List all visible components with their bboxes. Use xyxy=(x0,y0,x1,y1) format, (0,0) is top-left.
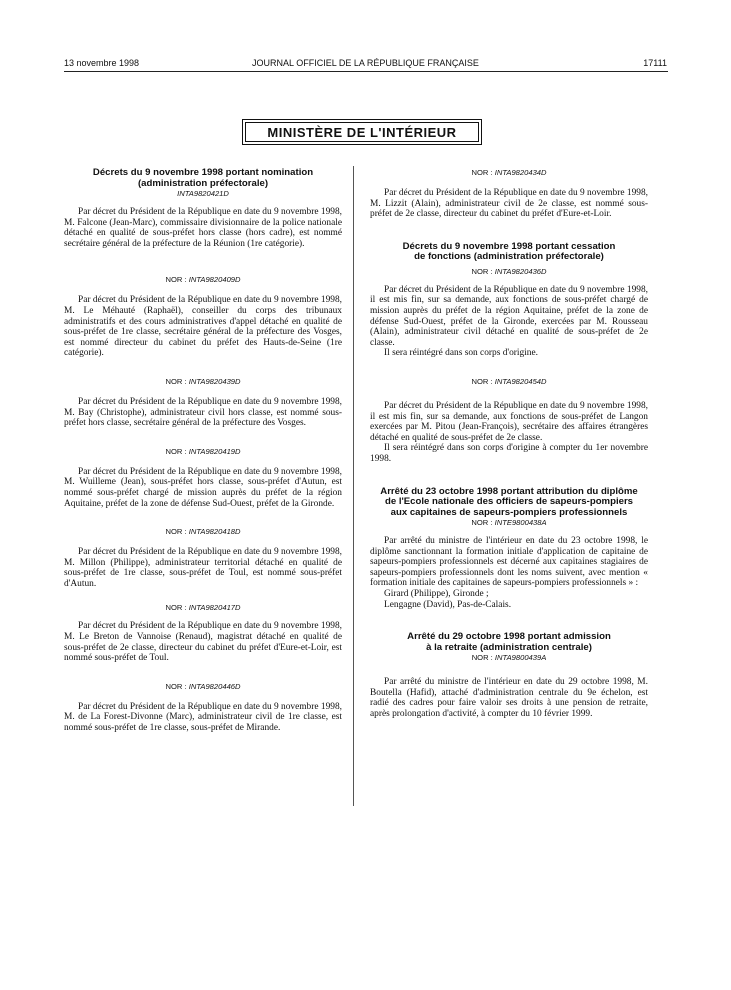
right-column xyxy=(370,168,648,720)
column-divider xyxy=(353,166,354,806)
list-item: Girard (Philippe), Gironde ; xyxy=(384,588,489,599)
ministry-title: MINISTÈRE DE L'INTÉRIEUR xyxy=(245,122,479,142)
nor-reference: NOR : INTA9820409D xyxy=(165,275,241,285)
section-title: Arrêté du 23 octobre 1998 portant attribution du diplôme de l'Ecole nationale des officiers de sapeurs-pompiers aux capitaines de sapeurs-pompiers professionnels xyxy=(380,485,638,518)
decree-text: Par décret du Président de la République en date du 9 novembre 1998, il est mis fin, sur sa demande, aux fonctions de sous-préfet de Langon exercées par M. Pitou (Jean-François), secrétaire des affaires étrangères détaché en qualité de sous-préfet de 2e classe. xyxy=(370,400,648,443)
decree-extra: Il sera réintégré dans son corps d'origine. xyxy=(384,348,538,359)
decree-text: Par décret du Président de la République en date du 9 novembre 1998, M. Le Breton de Vannoise (Renaud), magistrat détaché en qualité de sous-préfet de 2e classe, directeur du cabinet du préfet d'Eure-et-Loir, est nommé sous-préfet de Toul. xyxy=(64,621,342,664)
section-title: Décrets du 9 novembre 1998 portant cessation de fonctions (administration préfectorale) xyxy=(402,240,616,263)
section-title: Arrêté du 29 octobre 1998 portant admission à la retraite (administration centrale) xyxy=(407,631,611,653)
nor-reference: NOR : INTA9820419D xyxy=(165,446,241,456)
nor-reference: NOR : INTA9820417D xyxy=(165,603,241,613)
arrete-text: Par arrêté du ministre de l'intérieur en date du 29 octobre 1998, M. Boutella (Hafid), attaché d'administration centrale du 9e échelon, est radié des cadres pour faire valoir ses droits à une pension de retraite, après prolongation d'activité, à compter du 10 février 1999. xyxy=(370,677,648,719)
nor-reference: INTA9820421D xyxy=(177,189,229,198)
decree-text: Par décret du Président de la République en date du 9 novembre 1998, il est mis fin, sur sa demande, aux fonctions de sous-préfet chargé de mission auprès du préfet de la région Aquitaine, préfet de la zone de défense Sud-Ouest, préfet de la Gironde, exercées par M. Rousseau (Alain), administrateur civil détaché en qualité de sous-préfet de 2e classe. xyxy=(370,284,648,348)
ministry-box xyxy=(242,119,482,145)
nor-reference: NOR : INTA9800439A xyxy=(471,653,547,663)
decree-text: Par décret du Président de la République en date du 9 novembre 1998, M. Wuilleme (Jean), sous-préfet hors classe, sous-préfet d'Autun, est nommé sous-préfet chargé de mission auprès du préfet de la région Aquitaine, préfet de la zone de défense Sud-Ouest, préfet de la Gironde. xyxy=(64,466,342,509)
nor-reference: NOR : INTA9820439D xyxy=(165,376,241,386)
decree-extra: Il sera réintégré dans son corps d'origine à compter du 1er novembre 1998. xyxy=(370,443,648,464)
nor-reference: NOR : INTE9800438A xyxy=(471,518,547,527)
nor-reference: NOR : INTA9820454D xyxy=(471,376,547,386)
section-title: Décrets du 9 novembre 1998 portant nomination (administration préfectorale) xyxy=(92,167,314,189)
nor-reference: NOR : INTA9820418D xyxy=(165,527,241,537)
header-rule xyxy=(64,71,668,72)
arrete-text: Par arrêté du ministre de l'intérieur en date du 23 octobre 1998, le diplôme sanctionnant la formation initiale d'application de capitaine de sapeurs-pompiers professionnels est décerné aux capitaines stagiaires de sapeurs-pompiers professionnels dont les noms suivent, avec mention « formation initiale des capitaines de sapeurs-pompiers professionnels » : xyxy=(370,536,648,589)
nor-reference: NOR : INTA9820446D xyxy=(165,681,241,691)
decree-text: Par décret du Président de la République en date du 9 novembre 1998, M. de La Forest-Divonne (Marc), administrateur civil de 1re classe, est nommé sous-préfet de 1re classe, sous-préfet de Mirande. xyxy=(64,701,342,734)
decree-text: Par décret du Président de la République en date du 9 novembre 1998, M. Bay (Christophe), administrateur civil hors classe, est nommé sous-préfet hors classe, secrétaire général de la préfecture des Vosges. xyxy=(64,396,342,429)
decree-text: Par décret du Président de la République en date du 9 novembre 1998, M. Millon (Philippe), administrateur territorial détaché en qualité de sous-préfet de 1re classe, sous-préfet de Toul, est nommé sous-préfet d'Autun. xyxy=(64,547,342,589)
header-date: 13 novembre 1998 xyxy=(64,58,140,68)
decree-text: Par décret du Président de la République en date du 9 novembre 1998, M. Lizzit (Alain), administrateur civil de 2e classe, est nommé sous-préfet de 2e classe, directeur du cabinet du préfet d'Eure-et-Loir. xyxy=(370,188,648,220)
decree-text: Par décret du Président de la République en date du 9 novembre 1998, M. Le Méhauté (Raphaël), conseiller du corps des tribunaux administratifs et des cours administratives d'appel détaché en qualité de sous-préfet de 1re classe, secrétaire général de la préfecture des Vosges, est nommé directeur du cabinet du préfet des Hauts-de-Seine (1re catégorie). xyxy=(64,295,342,359)
header-page-number: 17111 xyxy=(643,58,667,68)
list-item: Lengagne (David), Pas-de-Calais. xyxy=(384,599,512,610)
decree-text: Par décret du Président de la République en date du 9 novembre 1998, M. Falcone (Jean-Marc), commissaire divisionnaire de la police nationale détaché en qualité de sous-préfet hors classe (hors cadre), est nommé secrétaire général de la préfecture de la Réunion (1re catégorie). xyxy=(64,207,342,249)
left-column xyxy=(64,168,342,734)
nor-reference: NOR : INTA9820436D xyxy=(471,266,547,276)
header-journal-title: JOURNAL OFFICIEL DE LA RÉPUBLIQUE FRANÇAISE xyxy=(252,58,479,68)
nor-reference: NOR : INTA9820434D xyxy=(471,168,547,177)
